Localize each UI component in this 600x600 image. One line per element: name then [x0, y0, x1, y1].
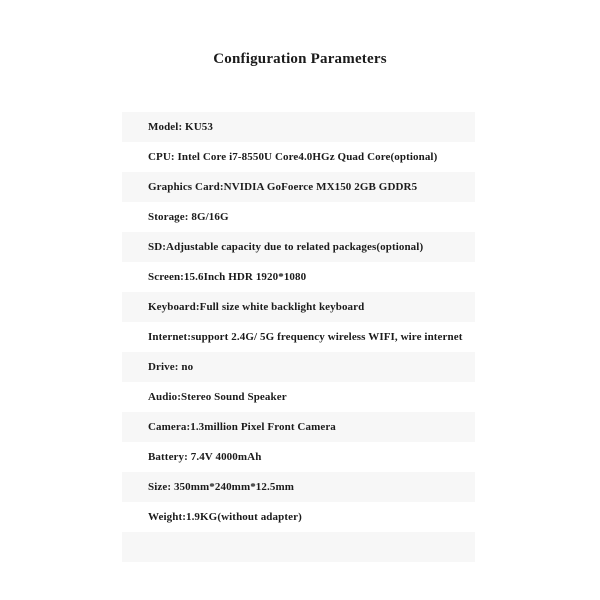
spec-row	[122, 322, 475, 352]
spec-row	[122, 112, 475, 142]
spec-row-text: Storage: 8G/16G	[148, 211, 229, 223]
spec-row-text: Graphics Card:NVIDIA GoFoerce MX150 2GB GDDR5	[148, 181, 418, 193]
spec-row	[122, 382, 475, 412]
spec-row-text: Camera:1.3million Pixel Front Camera	[148, 421, 336, 433]
spec-row	[122, 232, 475, 262]
spec-row	[122, 352, 475, 382]
spec-table	[122, 112, 475, 562]
spec-row-text: Internet:support 2.4G/ 5G frequency wireless WIFI, wire internet	[148, 331, 463, 343]
spec-row-text: Screen:15.6Inch HDR 1920*1080	[148, 271, 307, 283]
spec-row	[122, 202, 475, 232]
spec-row	[122, 442, 475, 472]
spec-row	[122, 412, 475, 442]
spec-row	[122, 292, 475, 322]
page-title: Configuration Parameters	[213, 51, 387, 67]
spec-row-text: Battery: 7.4V 4000mAh	[148, 451, 262, 463]
spec-row-text: Model: KU53	[148, 121, 213, 133]
spec-row	[122, 472, 475, 502]
spec-row-text: Weight:1.9KG(without adapter)	[148, 511, 302, 523]
spec-row	[122, 532, 475, 562]
spec-row	[122, 142, 475, 172]
spec-row	[122, 502, 475, 532]
spec-row-text: SD:Adjustable capacity due to related packages(optional)	[148, 241, 424, 253]
spec-row	[122, 262, 475, 292]
spec-row	[122, 172, 475, 202]
spec-row-text: Keyboard:Full size white backlight keyboard	[148, 301, 365, 313]
spec-row-text: Audio:Stereo Sound Speaker	[148, 391, 287, 403]
spec-row-text: Size: 350mm*240mm*12.5mm	[148, 481, 294, 493]
spec-row-text: Drive: no	[148, 361, 194, 373]
spec-row-text: CPU: Intel Core i7-8550U Core4.0HGz Quad Core(optional)	[148, 151, 438, 163]
